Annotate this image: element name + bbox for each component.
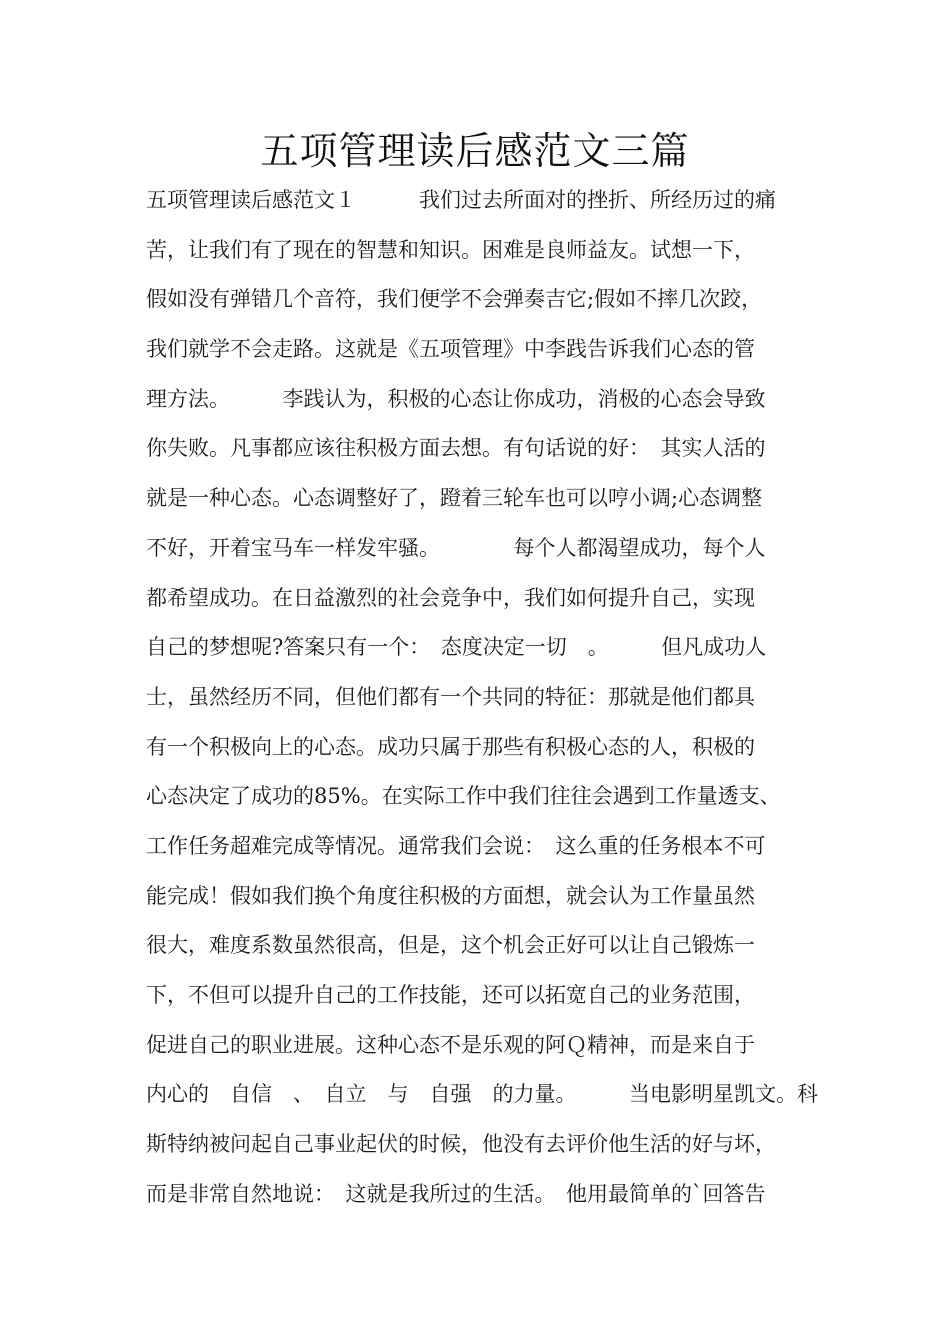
text-line: 你失败。凡事都应该往积极方面去想。有句话说的好： 其实人活的 bbox=[146, 436, 766, 461]
text-line: 能完成！假如我们换个角度往积极的方面想，就会认为工作量虽然 bbox=[146, 883, 755, 908]
text-line: 五项管理读后感范文１ 我们过去所面对的挫折、所经历过的痛 bbox=[146, 188, 776, 212]
text-line: 都希望成功。在日益激烈的社会竞争中，我们如何提升自己，实现 bbox=[146, 585, 755, 610]
text-line: 而是非常自然地说： 这就是我所过的生活。 他用最简单的`回答告 bbox=[146, 1181, 766, 1206]
text-line: 士，虽然经历不同，但他们都有一个共同的特征：那就是他们都具 bbox=[146, 684, 755, 709]
document-body bbox=[146, 184, 846, 1227]
text-line: 我们就学不会走路。这就是《五项管理》中李践告诉我们心态的管 bbox=[146, 337, 755, 362]
text-line: 有一个积极向上的心态。成功只属于那些有积极心态的人，积极的 bbox=[146, 734, 755, 759]
text-line: 心态决定了成功的85%。在实际工作中我们往往会遇到工作量透支、 bbox=[146, 784, 781, 809]
text-line: 就是一种心态。心态调整好了，蹬着三轮车也可以哼小调;心态调整 bbox=[146, 486, 763, 511]
document-title: 五项管理读后感范文三篇 bbox=[260, 129, 690, 173]
text-line: 下，不但可以提升自己的工作技能，还可以拓宽自己的业务范围， bbox=[146, 983, 755, 1007]
text-line: 促进自己的职业进展。这种心态不是乐观的阿Ｑ精神，而是来自于 bbox=[146, 1032, 755, 1057]
text-line: 工作任务超难完成等情况。通常我们会说： 这么重的任务根本不可 bbox=[146, 833, 766, 858]
text-line: 苦，让我们有了现在的智慧和知识。困难是良师益友。试想一下， bbox=[146, 237, 755, 262]
text-line: 自己的梦想呢?答案只有一个： 态度决定一切 。 但凡成功人 bbox=[146, 635, 767, 660]
text-line: 不好，开着宝马车一样发牢骚。 每个人都渴望成功，每个人 bbox=[146, 535, 766, 560]
text-line: 内心的 自信 、 自立 与 自强 的力量。 当电影明星凯文。科 bbox=[146, 1082, 818, 1107]
text-line: 假如没有弹错几个音符，我们便学不会弹奏吉它;假如不摔几次跤， bbox=[146, 287, 763, 312]
text-line: 很大，难度系数虽然很高，但是，这个机会正好可以让自己锻炼一 bbox=[146, 933, 755, 958]
text-line: 斯特纳被问起自己事业起伏的时候，他没有去评价他生活的好与坏， bbox=[146, 1132, 776, 1157]
text-line: 理方法。 李践认为，积极的心态让你成功，消极的心态会导致 bbox=[146, 386, 766, 411]
